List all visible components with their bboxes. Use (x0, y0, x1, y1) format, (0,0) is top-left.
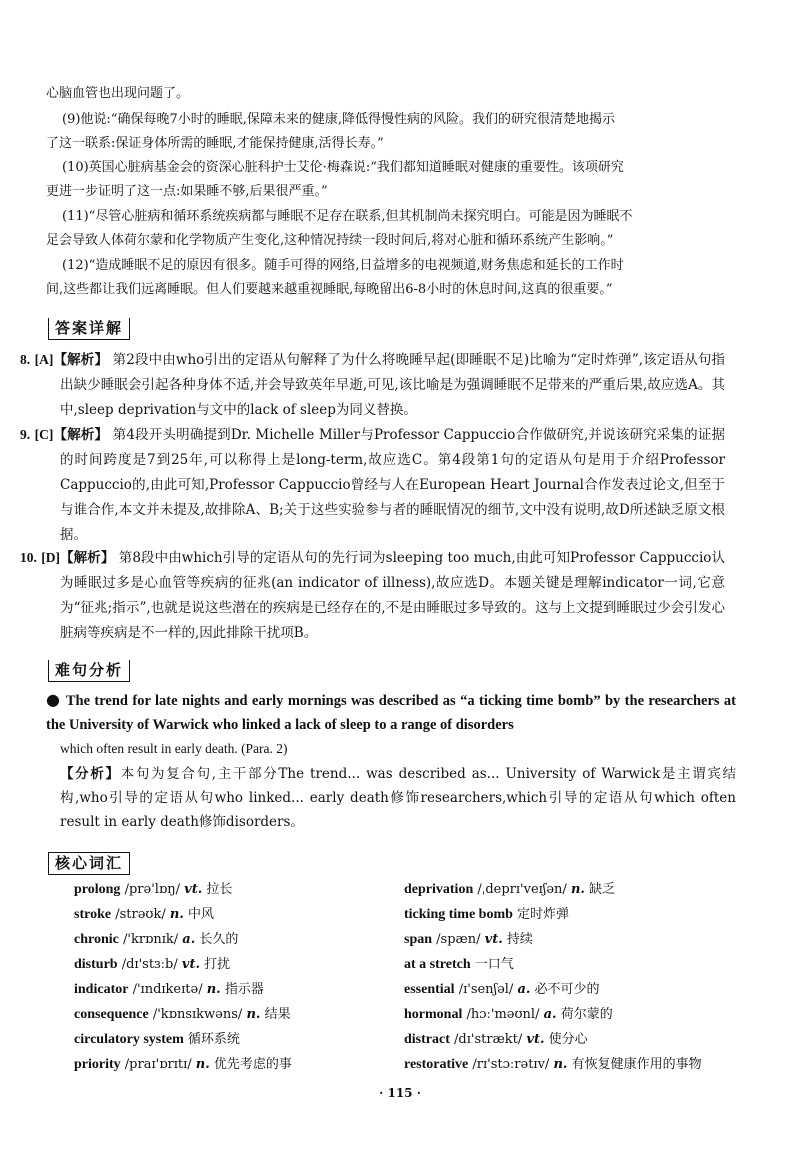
vocab-entry (74, 955, 230, 975)
vocab-meaning: 一口气 (474, 957, 514, 972)
sentence-heading: 难句分析 (48, 660, 130, 682)
translation-line: 了这一联系:保证身体所需的睡眠,才能保持健康,活得长寿。” (46, 136, 384, 151)
answer-choice: [C] (34, 427, 54, 442)
vocab-ipa: /'ɪndɪkeɪtə/ (132, 982, 203, 997)
vocab-ipa: /hɔː'məʊnl/ (466, 1007, 540, 1022)
analysis-tag: 【解析】 (60, 550, 115, 566)
translation-line: 更进一步证明了这一点:如果睡不够,后果很严重。” (46, 184, 328, 199)
vocab-meaning: 长久的 (199, 932, 239, 947)
vocab-entry (74, 905, 214, 925)
vocab-entry (404, 955, 514, 975)
vocab-word: disturb (74, 957, 118, 972)
vocab-word: prolong (74, 882, 121, 897)
vocab-entry (404, 930, 533, 950)
vocab-entry (74, 880, 232, 900)
vocab-word: distract (404, 1032, 450, 1047)
vocab-word: restorative (404, 1057, 469, 1072)
vocab-word: chronic (74, 932, 119, 947)
analysis-tag: 【解析】 (53, 352, 109, 368)
vocab-pos: a. (182, 932, 196, 947)
vocab-ipa: /praɪ'ɒrɪtɪ/ (124, 1057, 192, 1072)
vocab-ipa: /'kɒnsɪkwəns/ (152, 1007, 243, 1022)
difficult-sentence (46, 688, 736, 737)
vocab-entry (404, 880, 615, 900)
vocab-entry (74, 1055, 292, 1075)
vocab-word: indicator (74, 982, 129, 997)
vocab-meaning: 荷尔蒙的 (560, 1007, 613, 1022)
answer-text: 第8段中由which引导的定语从句的先行词为sleeping too much,由此可知Professor Cappuccio认为睡眠过多是心血管等疾病的征兆(an indicator of illness),故应选D。本题关键是理解indicator一词,它意为“征兆;指示”,也就是说这些潜在的疾病是已经存在的,不是由睡眠过多导致的。这与上文提到睡眠过少会引发心脏病等疾病是不一样的,因此排除干扰项B。 (60, 550, 725, 641)
vocab-word: span (404, 932, 433, 947)
answer-number: 8. (20, 352, 31, 367)
vocab-meaning: 打扰 (204, 957, 231, 972)
vocab-word: essential (404, 982, 455, 997)
vocab-word: circulatory system (74, 1032, 184, 1047)
translation-line: (9)他说:“确保每晚7小时的睡眠,保障未来的健康,降低得慢性病的风险。我们的研究很清楚地揭示 (62, 112, 615, 127)
vocab-word: deprivation (404, 882, 474, 897)
sentence-analysis (60, 762, 736, 834)
vocab-ipa: /strəʊk/ (115, 907, 166, 922)
vocab-pos: a. (543, 1007, 557, 1022)
vocab-word: consequence (74, 1007, 149, 1022)
vocab-meaning: 拉长 (206, 882, 233, 897)
translation-line: (10)英国心脏病基金会的资深心脏科护士艾伦·梅森说:“我们都知道睡眠对健康的重要性。该项研究 (62, 160, 624, 175)
answer-text: 第4段开头明确提到Dr. Michelle Miller与Professor Cappuccio合作做研究,并说该研究采集的证据的时间跨度是7到25年,可以称得上是long-term,故应选C。第4段第1句的定语从句是用于介绍Professor Cappuccio的,由此可知,Professor Cappuccio曾经与人在European Heart Journal合作发表过论文,但至于与谁合作,本文并未提及,故排除A、B;关于这些实验参与者的睡眠情况的细节,文中没有说明,故D所述缺乏原文根据。 (60, 427, 725, 543)
translation-line: 间,这些都让我们远离睡眠。但人们要越来越重视睡眠,每晚留出6-8小时的休息时间,这真的很重要。” (46, 282, 613, 297)
answer-choice: [D] (41, 550, 60, 565)
vocab-ipa: /ˌdeprɪ'veɪʃən/ (477, 882, 567, 897)
vocab-meaning: 指示器 (224, 982, 264, 997)
answer-number: 9. (20, 427, 31, 442)
vocab-meaning: 中风 (188, 907, 215, 922)
answer-item-9 (20, 422, 725, 548)
vocab-pos: vt. (526, 1032, 545, 1047)
analysis-text: 本句为复合句,主干部分The trend... was described as... University of Warwick是主谓宾结构,who引导的定语从句who linked... early death修饰researchers,which引导的定语从句which often result in early death修饰disorders。 (60, 766, 737, 830)
vocab-pos: vt. (184, 882, 203, 897)
translation-line: (12)“造成睡眠不足的原因有很多。随手可得的网络,日益增多的电视频道,财务焦虑和延长的工作时 (62, 258, 624, 273)
page-number: · 115 · (379, 1086, 421, 1100)
vocab-pos: n. (169, 907, 184, 922)
vocab-pos: vt. (484, 932, 503, 947)
vocab-entry (74, 930, 238, 950)
vocab-ipa: /'krɒnɪk/ (123, 932, 179, 947)
vocab-entry (404, 1030, 588, 1050)
answer-number: 10. (20, 550, 37, 565)
vocab-entry (404, 905, 569, 925)
vocab-word: ticking time bomb (404, 907, 513, 922)
vocab-ipa: /dɪ'strækt/ (454, 1032, 523, 1047)
vocab-meaning: 优先考虑的事 (213, 1057, 292, 1072)
answers-heading: 答案详解 (48, 318, 130, 340)
vocab-word: priority (74, 1057, 121, 1072)
vocab-meaning: 有恢复健康作用的事物 (571, 1057, 702, 1072)
translation-line: (11)“尽管心脏病和循环系统疾病都与睡眠不足存在联系,但其机制尚未探究明白。可能是因为睡眠不 (62, 209, 633, 224)
vocab-ipa: /prə'lɒŋ/ (124, 882, 180, 897)
vocab-pos: n. (206, 982, 221, 997)
vocab-ipa: /dɪ'stɜːb/ (121, 957, 178, 972)
vocab-ipa: /ɪ'senʃəl/ (458, 982, 514, 997)
translation-line: 心脑血管也出现问题了。 (46, 86, 190, 101)
vocab-meaning: 持续 (506, 932, 533, 947)
vocab-meaning: 定时炸弹 (517, 907, 570, 922)
vocab-entry (74, 1005, 291, 1025)
bullet-icon: ● (46, 690, 61, 709)
vocab-ipa: /spæn/ (436, 932, 481, 947)
analysis-tag: 【分析】 (60, 766, 121, 782)
vocab-pos: n. (570, 882, 585, 897)
vocab-ipa: /rɪ'stɔːrətɪv/ (472, 1057, 550, 1072)
vocab-entry (404, 1055, 702, 1075)
vocab-meaning: 缺乏 (589, 882, 616, 897)
answer-item-8 (20, 347, 725, 423)
vocab-pos: a. (517, 982, 531, 997)
answer-choice: [A] (34, 352, 54, 367)
vocab-word: at a stretch (404, 957, 471, 972)
vocab-word: stroke (74, 907, 112, 922)
vocab-meaning: 使分心 (548, 1032, 588, 1047)
vocab-meaning: 循环系统 (187, 1032, 240, 1047)
vocab-meaning: 结果 (264, 1007, 291, 1022)
vocab-meaning: 必不可少的 (534, 982, 600, 997)
vocab-pos: n. (195, 1057, 210, 1072)
vocab-entry (404, 980, 600, 1000)
vocab-pos: n. (553, 1057, 568, 1072)
vocab-pos: vt. (181, 957, 200, 972)
analysis-tag: 【解析】 (53, 427, 109, 443)
vocab-word: hormonal (404, 1007, 463, 1022)
vocab-entry (74, 980, 264, 1000)
translation-line: 足会导致人体荷尔蒙和化学物质产生变化,这种情况持续一段时间后,将对心脏和循环系统产生影响。” (46, 233, 614, 248)
vocab-pos: n. (246, 1007, 261, 1022)
vocab-entry (74, 1030, 240, 1050)
vocab-entry (404, 1005, 613, 1025)
answer-item-10 (20, 545, 725, 646)
sentence-english: The trend for late nights and early mornings was described as “a ticking time bomb” by the researchers at the University of Warwick who linked a lack of sleep to a range of disorders (46, 693, 737, 733)
answer-text: 第2段中由who引出的定语从句解释了为什么将晚睡早起(即睡眠不足)比喻为“定时炸弹”,该定语从句指出缺少睡眠会引起各种身体不适,并会导致英年早逝,可见,该比喻是为强调睡眠不足带来的严重后果,故应选A。其中,sleep deprivation与文中的lack of sleep为同义替换。 (60, 352, 726, 418)
vocab-heading: 核心词汇 (48, 852, 130, 875)
sentence-english-tail: which often result in early death. (Para. 2) (60, 741, 288, 756)
